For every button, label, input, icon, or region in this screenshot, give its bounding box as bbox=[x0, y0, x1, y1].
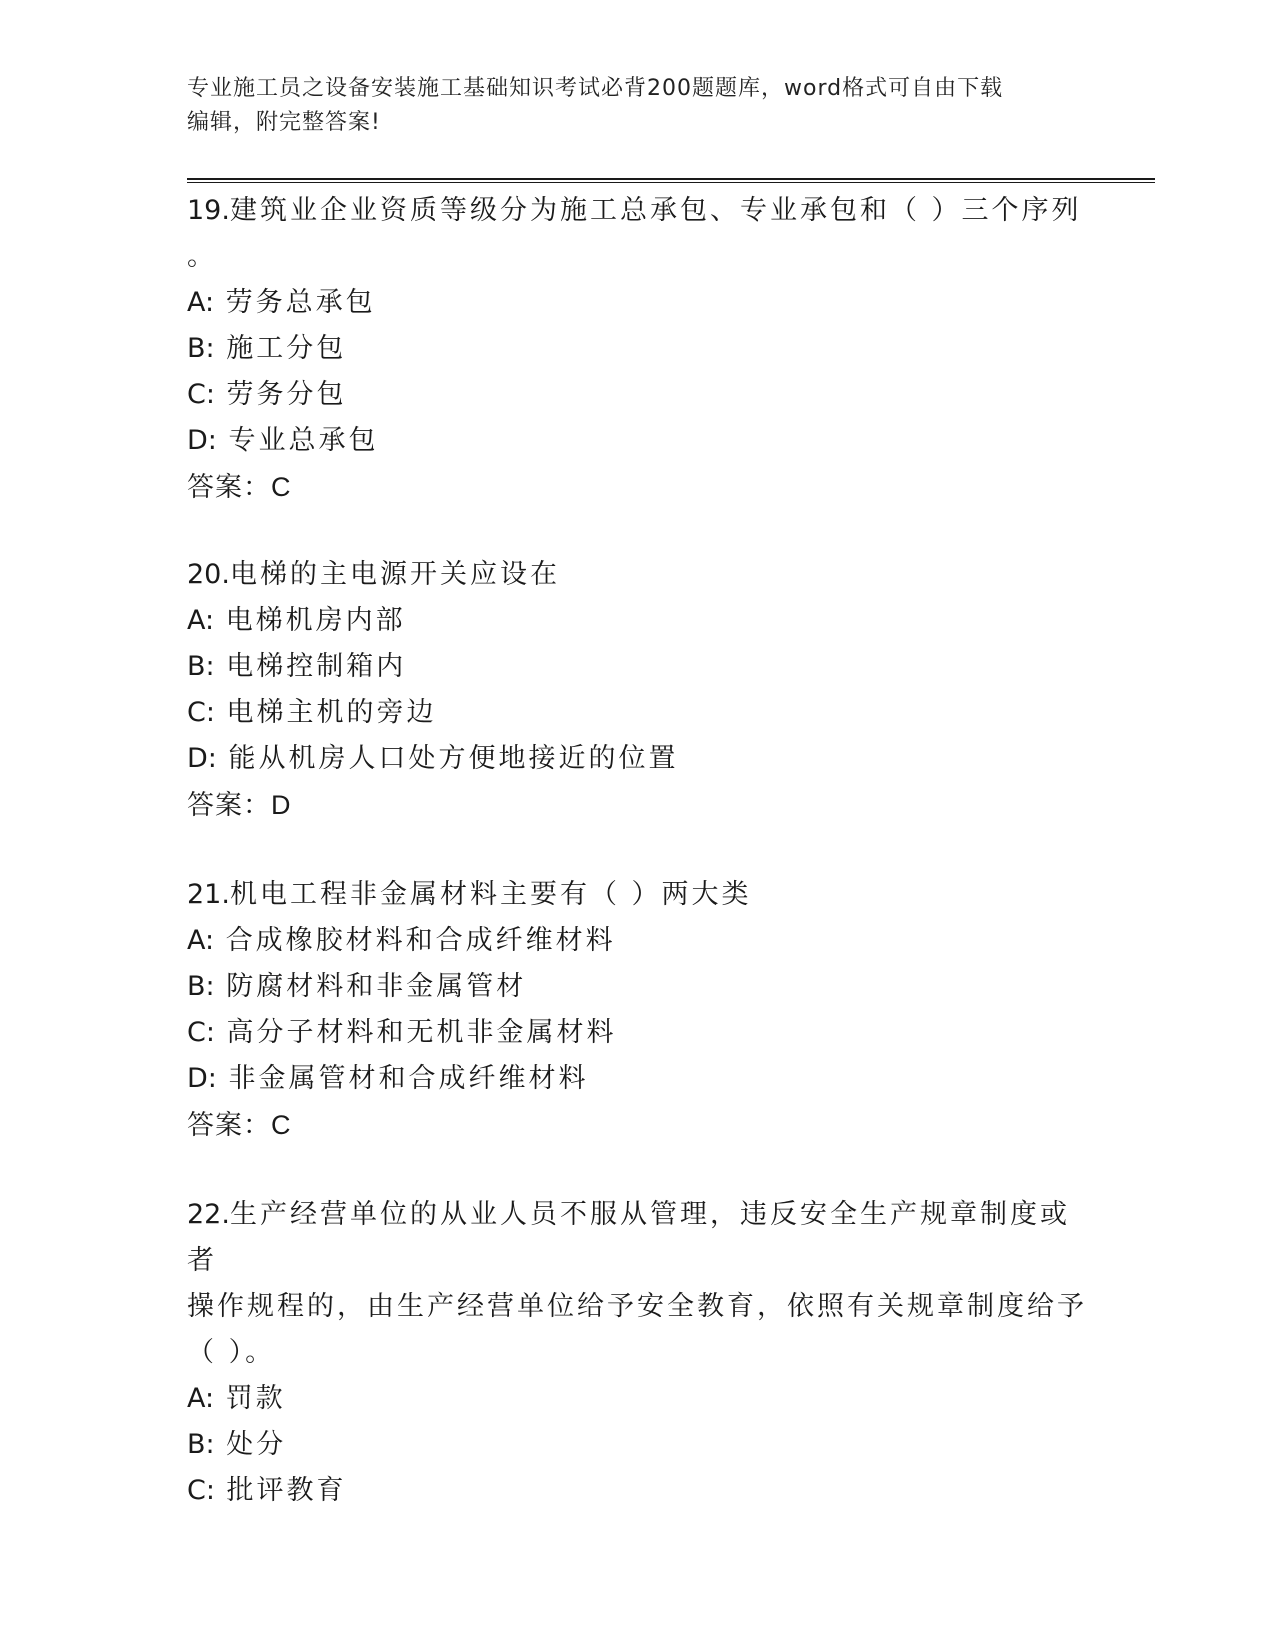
question-text-line-1: 电梯的主电源开关应设在 bbox=[229, 559, 560, 590]
question-text-line-2: 操作规程的，由生产经营单位给予安全教育，依照有关规章制度给予 bbox=[187, 1291, 1087, 1322]
answer: 答案：C bbox=[187, 1110, 292, 1140]
option-d bbox=[187, 418, 1087, 464]
option-letter: B: bbox=[187, 971, 215, 1002]
option-d bbox=[187, 736, 1087, 782]
option-text: 防腐材料和非金属管材 bbox=[226, 971, 527, 1002]
question-text-line-2: 。 bbox=[187, 241, 217, 272]
question-number: 20. bbox=[187, 559, 230, 590]
option-d bbox=[187, 1056, 1087, 1102]
option-text: 处分 bbox=[226, 1429, 287, 1460]
header-divider bbox=[187, 178, 1155, 183]
question-number: 19. bbox=[187, 195, 230, 226]
option-c bbox=[187, 1010, 1087, 1056]
answer: 答案：C bbox=[187, 472, 292, 502]
option-b bbox=[187, 644, 1087, 690]
option-letter: D: bbox=[187, 1063, 217, 1094]
option-a bbox=[187, 918, 1087, 964]
option-letter: A: bbox=[187, 605, 215, 636]
question-19 bbox=[187, 188, 1087, 510]
option-letter: A: bbox=[187, 287, 215, 318]
question-number: 21. bbox=[187, 879, 230, 910]
question-text bbox=[187, 188, 1087, 234]
option-letter: C: bbox=[187, 1475, 215, 1506]
option-a bbox=[187, 280, 1087, 326]
option-text: 能从机房人口处方便地接近的位置 bbox=[228, 743, 679, 774]
option-text: 施工分包 bbox=[226, 333, 347, 364]
option-letter: C: bbox=[187, 1017, 215, 1048]
option-a bbox=[187, 598, 1087, 644]
option-letter: B: bbox=[187, 651, 215, 682]
option-letter: A: bbox=[187, 1383, 215, 1414]
option-text: 劳务分包 bbox=[226, 379, 347, 410]
question-text bbox=[187, 872, 1087, 918]
option-b bbox=[187, 326, 1087, 372]
option-text: 专业总承包 bbox=[228, 425, 379, 456]
option-text: 非金属管材和合成纤维材料 bbox=[228, 1063, 589, 1094]
option-b bbox=[187, 964, 1087, 1010]
option-text: 罚款 bbox=[225, 1383, 286, 1414]
option-c bbox=[187, 372, 1087, 418]
option-letter: B: bbox=[187, 1429, 215, 1460]
question-22 bbox=[187, 1192, 1087, 1514]
header-line-2: 编辑，附完整答案! bbox=[187, 110, 381, 135]
option-letter: D: bbox=[187, 743, 217, 774]
question-number: 22. bbox=[187, 1199, 230, 1230]
option-letter: D: bbox=[187, 425, 217, 456]
question-20 bbox=[187, 552, 1087, 828]
option-text: 高分子材料和无机非金属材料 bbox=[226, 1017, 617, 1048]
option-letter: A: bbox=[187, 925, 215, 956]
question-text-line-1: 机电工程非金属材料主要有（ ）两大类 bbox=[229, 879, 752, 910]
option-text: 劳务总承包 bbox=[225, 287, 376, 318]
question-text-line-1: 生产经营单位的从业人员不服从管理，违反安全生产规章制度或者 bbox=[187, 1199, 1070, 1276]
option-b bbox=[187, 1422, 1087, 1468]
option-text: 电梯主机的旁边 bbox=[226, 697, 437, 728]
option-letter: C: bbox=[187, 379, 215, 410]
option-text: 批评教育 bbox=[226, 1475, 347, 1506]
document-header bbox=[187, 72, 1057, 140]
option-text: 电梯控制箱内 bbox=[226, 651, 407, 682]
question-text bbox=[187, 552, 1087, 598]
question-text-line-1: 建筑业企业资质等级分为施工总承包、专业承包和（ ）三个序列 bbox=[229, 195, 1082, 226]
question-text-line-3: （ ）。 bbox=[187, 1337, 276, 1368]
question-21 bbox=[187, 872, 1087, 1148]
answer: 答案：D bbox=[187, 790, 292, 820]
option-letter: C: bbox=[187, 697, 215, 728]
question-text bbox=[187, 1192, 1087, 1284]
option-a bbox=[187, 1376, 1087, 1422]
option-c bbox=[187, 690, 1087, 736]
option-text: 电梯机房内部 bbox=[225, 605, 406, 636]
option-c bbox=[187, 1468, 1087, 1514]
option-text: 合成橡胶材料和合成纤维材料 bbox=[225, 925, 616, 956]
option-letter: B: bbox=[187, 333, 215, 364]
header-line-1: 专业施工员之设备安装施工基础知识考试必背200题题库，word格式可自由下载 bbox=[187, 76, 1004, 101]
